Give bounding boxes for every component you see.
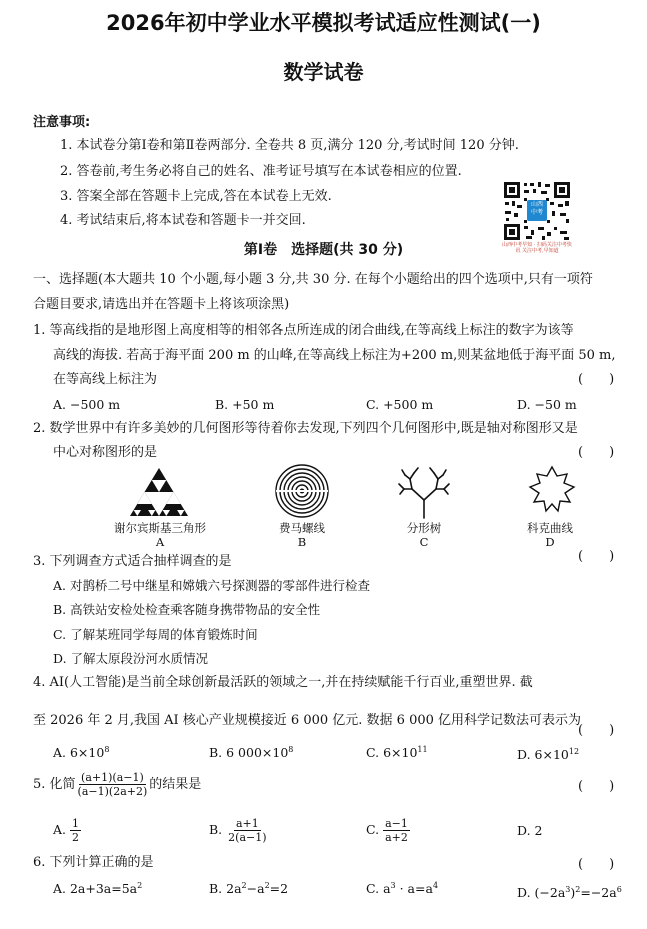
q6-option-c: C. $a^3 \cdot a=a^4$ [366, 880, 439, 896]
figure-b-letter: B [297, 535, 307, 549]
page-subtitle: 数学试卷 [283, 60, 364, 84]
q1-option-c: C. +500 m [366, 397, 434, 412]
qr-caption: 山西中考早知 · 扫码关注中考快讯 关注中考,早知道 [502, 242, 572, 254]
q3-line: 3. 下列调查方式适合抽样调查的是 [33, 554, 232, 569]
figure-a-name: 谢尔宾斯基三角形 [114, 521, 206, 535]
sierpinski-triangle-figure [128, 466, 190, 518]
q3-answer-paren: ( ) [578, 549, 615, 564]
q6-option-d: D. $(-2a^3)^2=-2a^6$ [517, 884, 622, 900]
q1-answer-paren: ( ) [578, 372, 615, 387]
figure-c-name: 分形树 [406, 521, 442, 535]
q6-option-b: B. $2a^2-a^2=2$ [209, 880, 289, 896]
q5-fraction: $\frac{(a+1)(a-1)}{(a-1)(2a+2)}$ [77, 771, 148, 798]
q1-line-2: 高线的海拔. 若高于海平面 200 m 的山峰,在等高线上标注为+200 m,则某盆地低于海平面 50 m, [53, 348, 616, 363]
notice-item-4: 4. 考试结束后,将本试卷和答题卡一并交回. [60, 213, 306, 228]
q3-option-c: C. 了解某班同学每周的体育锻炼时间 [53, 627, 258, 642]
q6-option-a: A. $2a+3a=5a^2$ [53, 880, 143, 896]
notice-item-2: 2. 答卷前,考生务必将自己的姓名、准考证号填写在本试卷相应的位置. [60, 164, 462, 179]
notice-item-3: 3. 答案全部在答题卡上完成,答在本试卷上无效. [60, 189, 332, 204]
notice-heading: 注意事项: [33, 115, 91, 130]
q4-line-2: 至 2026 年 2 月,我国 AI 核心产业规模接近 6 000 亿元. 数据 6 000 亿用科学记数法可表示为 [33, 713, 582, 728]
q2-line-2: 中心对称图形的是 [53, 445, 158, 460]
q1-option-a: A. −500 m [53, 397, 121, 412]
q1-option-d: D. −50 m [517, 397, 577, 412]
q4-option-d: D. $6\times 10^{12}$ [517, 746, 580, 762]
q3-option-a: A. 对鹊桥二号中继星和嫦娥六号探测器的零部件进行检查 [53, 578, 370, 593]
section-instruction-2: 合题目要求,请选出并在答题卡上将该项涂黑) [33, 297, 290, 312]
q4-answer-paren: ( ) [578, 723, 615, 738]
q5-option-a: A. $\frac{1}{2}$ [53, 817, 79, 844]
koch-curve-figure [524, 463, 580, 519]
fractal-tree-figure [396, 462, 452, 520]
q2-answer-paren: ( ) [578, 445, 615, 460]
q5-option-d: D. 2 [517, 823, 543, 838]
figure-a-letter: A [155, 535, 165, 549]
q4-option-a: A. $6\times 10^8$ [53, 744, 110, 760]
fermat-spiral-figure [274, 463, 330, 519]
figure-c-letter: C [419, 535, 429, 549]
page-title: 2026年初中学业水平模拟考试适应性测试(一) [106, 11, 541, 35]
qr-logo: 山西 中考 [530, 201, 543, 216]
q5-option-c: C. $\frac{a-1}{a+2}$ [366, 817, 408, 844]
q1-line-3: 在等高线上标注为 [53, 372, 158, 387]
qr-code [502, 180, 572, 254]
section-instruction-1: 一、选择题(本大题共 10 个小题,每小题 3 分,共 30 分. 在每个小题给出的四个选项中,只有一项符 [33, 272, 593, 287]
q1-option-b: B. +50 m [215, 397, 275, 412]
q6-line: 6. 下列计算正确的是 [33, 855, 154, 870]
q3-option-b: B. 高铁站安检处检查乘客随身携带物品的安全性 [53, 602, 321, 617]
q1-line-1: 1. 等高线指的是地形图上高度相等的相邻各点所连成的闭合曲线,在等高线上标注的数字为该等 [33, 323, 574, 338]
q5-option-b: B. $\frac{a+1}{2(a-1)}$ [209, 817, 267, 844]
q3-option-d: D. 了解太原段汾河水质情况 [53, 651, 209, 666]
figure-d-name: 科克曲线 [527, 521, 573, 535]
q6-answer-paren: ( ) [578, 857, 615, 872]
q5-line: 5. 化简 $\frac{(a+1)(a-1)}{(a-1)(2a+2)}$ 的结果是 [33, 771, 202, 798]
q4-option-b: B. 6 $000\times 10^8$ [209, 744, 294, 760]
q2-line-1: 2. 数学世界中有许多美妙的几何图形等待着你去发现,下列四个几何图形中,既是轴对称图形又是 [33, 421, 578, 436]
q4-option-c: C. $6\times 10^{11}$ [366, 744, 428, 760]
figure-b-name: 费马螺线 [279, 521, 325, 535]
q5-answer-paren: ( ) [578, 779, 615, 794]
q4-line-1: 4. AI(人工智能)是当前全球创新最活跃的领域之一,并在持续赋能千行百业,重塑世界. 截 [33, 675, 533, 690]
notice-item-1: 1. 本试卷分第Ⅰ卷和第Ⅱ卷两部分. 全卷共 8 页,满分 120 分,考试时间 120 分钟. [60, 138, 519, 153]
figure-d-letter: D [545, 535, 555, 549]
section-heading: 第Ⅰ卷 选择题(共 30 分) [243, 242, 404, 258]
